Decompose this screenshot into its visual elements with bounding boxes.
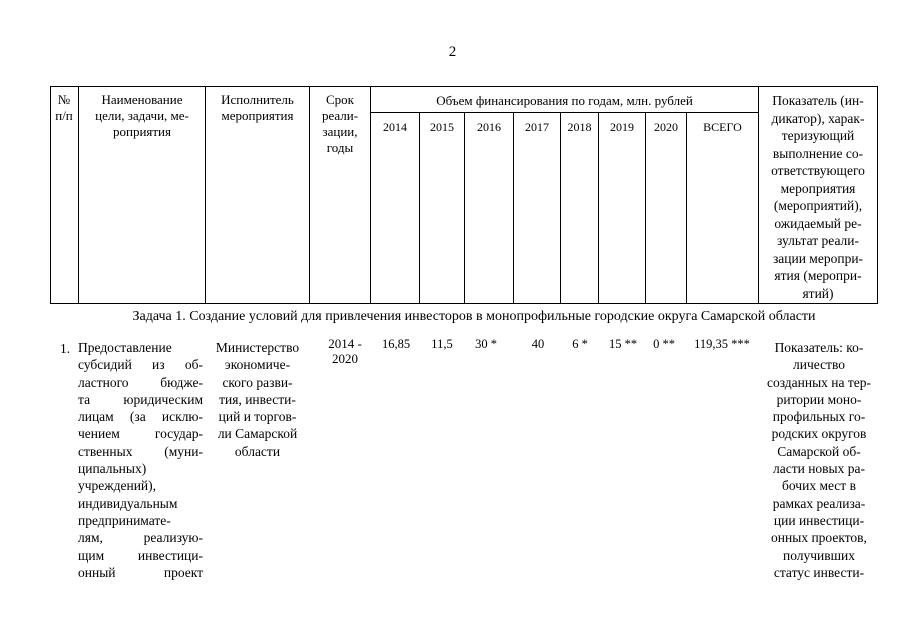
row-name-line: ластного бюдже- <box>78 374 203 390</box>
header-term-line: зации, <box>322 124 358 139</box>
value-2017: 40 <box>531 337 545 351</box>
header-executor-line: мероприятия <box>221 108 294 123</box>
row-executor-line: ций и торгов- <box>218 409 297 425</box>
header-year-2020: 2020 <box>654 120 678 134</box>
row-indicator-line: бочих мест в <box>782 478 856 494</box>
header-no <box>50 92 78 124</box>
row-indicator-line: личество <box>792 357 845 373</box>
col-border <box>686 112 687 304</box>
header-total: ВСЕГО <box>703 120 742 134</box>
row-executor-line: области <box>234 443 281 459</box>
row-name-line: индивидуальным <box>78 495 178 511</box>
header-term-line: Срок <box>326 92 354 107</box>
value-2019: 15 ** <box>608 337 638 351</box>
header-year-2014: 2014 <box>383 120 407 134</box>
header-indicator-line: мероприятия <box>780 180 856 196</box>
row-indicator-line: родских округов <box>771 426 867 442</box>
col-border <box>513 112 514 304</box>
row-name-line: щим инвестици- <box>78 547 203 563</box>
col-border <box>645 112 646 304</box>
row-name-line: Предоставление <box>78 340 172 355</box>
header-term-line: годы <box>326 140 354 155</box>
row-term <box>320 336 370 366</box>
row-indicator-line: статус инвести- <box>773 564 865 580</box>
row-executor <box>206 339 309 460</box>
value-2015: 11,5 <box>431 337 453 351</box>
header-year-2018: 2018 <box>567 120 592 134</box>
header-year-2019: 2019 <box>610 120 634 134</box>
row-executor-line: ли Самарской <box>217 426 298 442</box>
header-indicator-line: теризующий <box>781 128 855 143</box>
funding-subheader-line <box>370 112 758 113</box>
row-name-line: та юридическим <box>78 391 203 407</box>
value-2020: 0 ** <box>653 337 675 351</box>
row-indicator-line: ласти новых ра- <box>772 461 865 477</box>
col-border <box>560 112 561 304</box>
header-funding-title: Объем финансирования по годам, млн. рублей <box>436 93 693 108</box>
header-term-line: реали- <box>321 108 359 123</box>
row-name-line: предпринимате- <box>78 512 171 528</box>
header-term <box>310 92 370 156</box>
page-number: 2 <box>448 44 457 60</box>
header-name-line: роприятия <box>112 124 171 139</box>
row-name-line: лям, реализую- <box>78 530 203 546</box>
value-2014: 16,85 <box>381 337 411 351</box>
row-indicator-line: созданных на тер- <box>766 374 872 390</box>
header-executor <box>206 92 309 124</box>
row-name-line: ципальных) <box>78 461 147 477</box>
row-executor-line: экономиче- <box>224 357 291 373</box>
header-indicator-line: дикатор), харак- <box>771 110 865 126</box>
row-number: 1. <box>60 341 71 356</box>
col-border <box>419 112 420 304</box>
row-name-line: лицам (за исклю- <box>78 409 203 425</box>
row-executor-line: ского разви- <box>222 374 293 390</box>
header-name-line: цели, задачи, ме- <box>95 108 189 123</box>
header-indicator-line: зации меропри- <box>772 250 864 266</box>
row-indicator-line: Показатель: ко- <box>774 340 864 355</box>
value-2016: 30 * <box>475 337 497 351</box>
header-name-line: Наименование <box>101 92 183 107</box>
header-no-line: п/п <box>55 108 73 123</box>
row-term-line: 2014 - <box>328 336 362 351</box>
header-indicator-line: (мероприятий), <box>773 198 863 213</box>
header-name <box>80 92 204 140</box>
row-indicator-line: ции инвестици- <box>773 512 865 528</box>
header-indicator-line: ожидаемый ре- <box>774 215 862 231</box>
value-2018: 6 * <box>572 337 588 351</box>
header-indicator-line: Показатель (ин- <box>772 93 864 108</box>
row-indicator-line: ритории моно- <box>776 391 862 407</box>
header-indicator-line: выполнение со- <box>772 145 864 161</box>
header-indicator-line: зультат реали- <box>776 233 860 248</box>
header-year-2015: 2015 <box>430 120 454 134</box>
row-name-line: учреждений), <box>78 478 157 494</box>
header-executor-line: Исполнитель <box>221 92 294 107</box>
task-title: Задача 1. Создание условий для привлечения инвесторов в монопрофильные городские округа Самарской области <box>132 309 816 324</box>
table-border-top <box>50 86 878 87</box>
header-no-line: № <box>57 92 71 107</box>
row-indicator-line: профильных го- <box>772 409 866 425</box>
row-indicator-line: Самарской об- <box>777 443 861 459</box>
header-indicator-line: ответствующего <box>771 163 865 178</box>
row-indicator-line: получивших <box>782 547 856 563</box>
header-year-2017: 2017 <box>525 120 549 134</box>
header-indicator-line: ятий) <box>802 285 834 301</box>
col-border <box>78 86 79 304</box>
col-border <box>877 86 878 304</box>
value-total: 119,35 *** <box>694 337 750 351</box>
header-year-2016: 2016 <box>477 120 501 134</box>
col-border <box>598 112 599 304</box>
row-name-line: чением государ- <box>78 426 203 442</box>
row-name-line: онный проект <box>78 564 203 580</box>
row-term-line: 2020 <box>332 351 358 366</box>
header-indicator-line: ятия (меропри- <box>774 268 862 283</box>
row-indicator-line: онных проектов, <box>771 530 867 546</box>
col-border <box>464 112 465 304</box>
row-executor-line: тия, инвести- <box>219 391 296 407</box>
row-indicator-line: рамках реализа- <box>772 495 866 511</box>
row-name-line: ственных (муни- <box>78 443 203 459</box>
row-indicator <box>760 339 878 581</box>
row-name-line: субсидий из об- <box>78 357 203 373</box>
row-name <box>78 339 203 581</box>
row-executor-line: Министерство <box>215 340 300 355</box>
header-indicator <box>759 92 877 302</box>
